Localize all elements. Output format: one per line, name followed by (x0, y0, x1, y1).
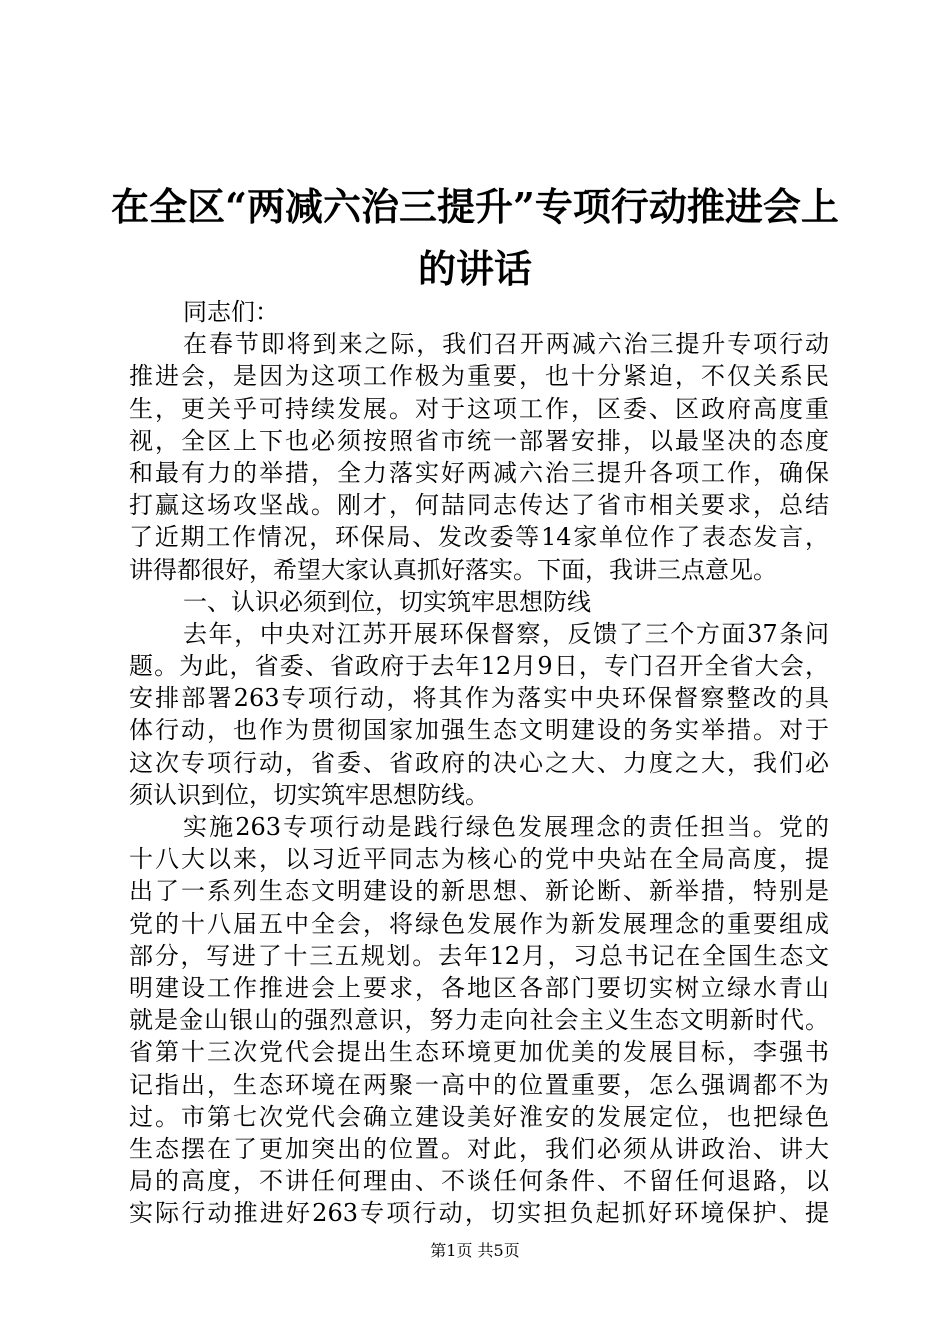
text-line: 局的高度，不讲任何理由、不谈任何条件、不留任何退路，以 (129, 1167, 829, 1196)
text-line: 就是金山银山的强烈意识，努力走向社会主义生态文明新时代。 (129, 1006, 829, 1035)
text-line: 生，更关乎可持续发展。对于这项工作，区委、区政府高度重 (129, 394, 829, 423)
text-line: 部分，写进了十三五规划。去年12月，习总书记在全国生态文 (129, 941, 829, 970)
text-line: 出了一系列生态文明建设的新思想、新论断、新举措，特别是 (129, 877, 829, 906)
text-line: 这次专项行动，省委、省政府的决心之大、力度之大，我们必 (129, 748, 829, 777)
text-line: 生态摆在了更加突出的位置。对此，我们必须从讲政治、讲大 (129, 1134, 829, 1163)
text-line: 实际行动推进好263专项行动，切实担负起抓好环境保护、提 (129, 1199, 829, 1228)
text-line: 记指出，生态环境在两聚一高中的位置重要，怎么强调都不为 (129, 1070, 829, 1099)
text-line: 在春节即将到来之际，我们召开两减六治三提升专项行动 (183, 330, 829, 359)
text-line: 明建设工作推进会上要求，各地区各部门要切实树立绿水青山 (129, 973, 829, 1002)
text-line: 须认识到位，切实筑牢思想防线。 (129, 780, 489, 809)
text-line: 省第十三次党代会提出生态环境更加优美的发展目标，李强书 (129, 1038, 829, 1067)
text-line: 同志们： (183, 298, 279, 326)
text-line: 一、认识必须到位，切实筑牢思想防线 (183, 587, 591, 616)
text-line: 体行动，也作为贯彻国家加强生态文明建设的务实举措。对于 (129, 716, 829, 745)
text-line: 实施263专项行动是践行绿色发展理念的责任担当。党的 (183, 813, 829, 841)
document-body (129, 296, 829, 1229)
text-line: 推进会，是因为这项工作极为重要，也十分紧迫，不仅关系民 (129, 362, 829, 391)
text-line: 过。市第七次党代会确立建设美好淮安的发展定位，也把绿色 (129, 1102, 829, 1131)
text-line: 题。为此，省委、省政府于去年12月9日，专门召开全省大会， (129, 652, 829, 681)
text-line: 安排部署263专项行动，将其作为落实中央环保督察整改的具 (129, 684, 829, 713)
document-title-line-1: 在全区“两减六治三提升”专项行动推进会上 (111, 184, 839, 229)
text-line: 和最有力的举措，全力落实好两减六治三提升各项工作，确保 (129, 458, 829, 487)
text-line: 打赢这场攻坚战。刚才，何喆同志传达了省市相关要求，总结 (129, 491, 829, 520)
page-footer: 第1页 共5页 (430, 1241, 520, 1260)
text-line: 去年，中央对江苏开展环保督察，反馈了三个方面37条问 (183, 619, 829, 648)
text-line: 讲得都很好，希望大家认真抓好落实。下面，我讲三点意见。 (129, 555, 777, 584)
text-line: 党的十八届五中全会，将绿色发展作为新发展理念的重要组成 (129, 909, 829, 938)
document-title-line-2: 的讲话 (417, 246, 532, 291)
text-line: 视，全区上下也必须按照省市统一部署安排，以最坚决的态度 (129, 426, 829, 455)
text-line: 十八大以来，以习近平同志为核心的党中央站在全局高度，提 (129, 845, 829, 874)
text-line: 了近期工作情况，环保局、发改委等14家单位作了表态发言， (129, 523, 829, 552)
